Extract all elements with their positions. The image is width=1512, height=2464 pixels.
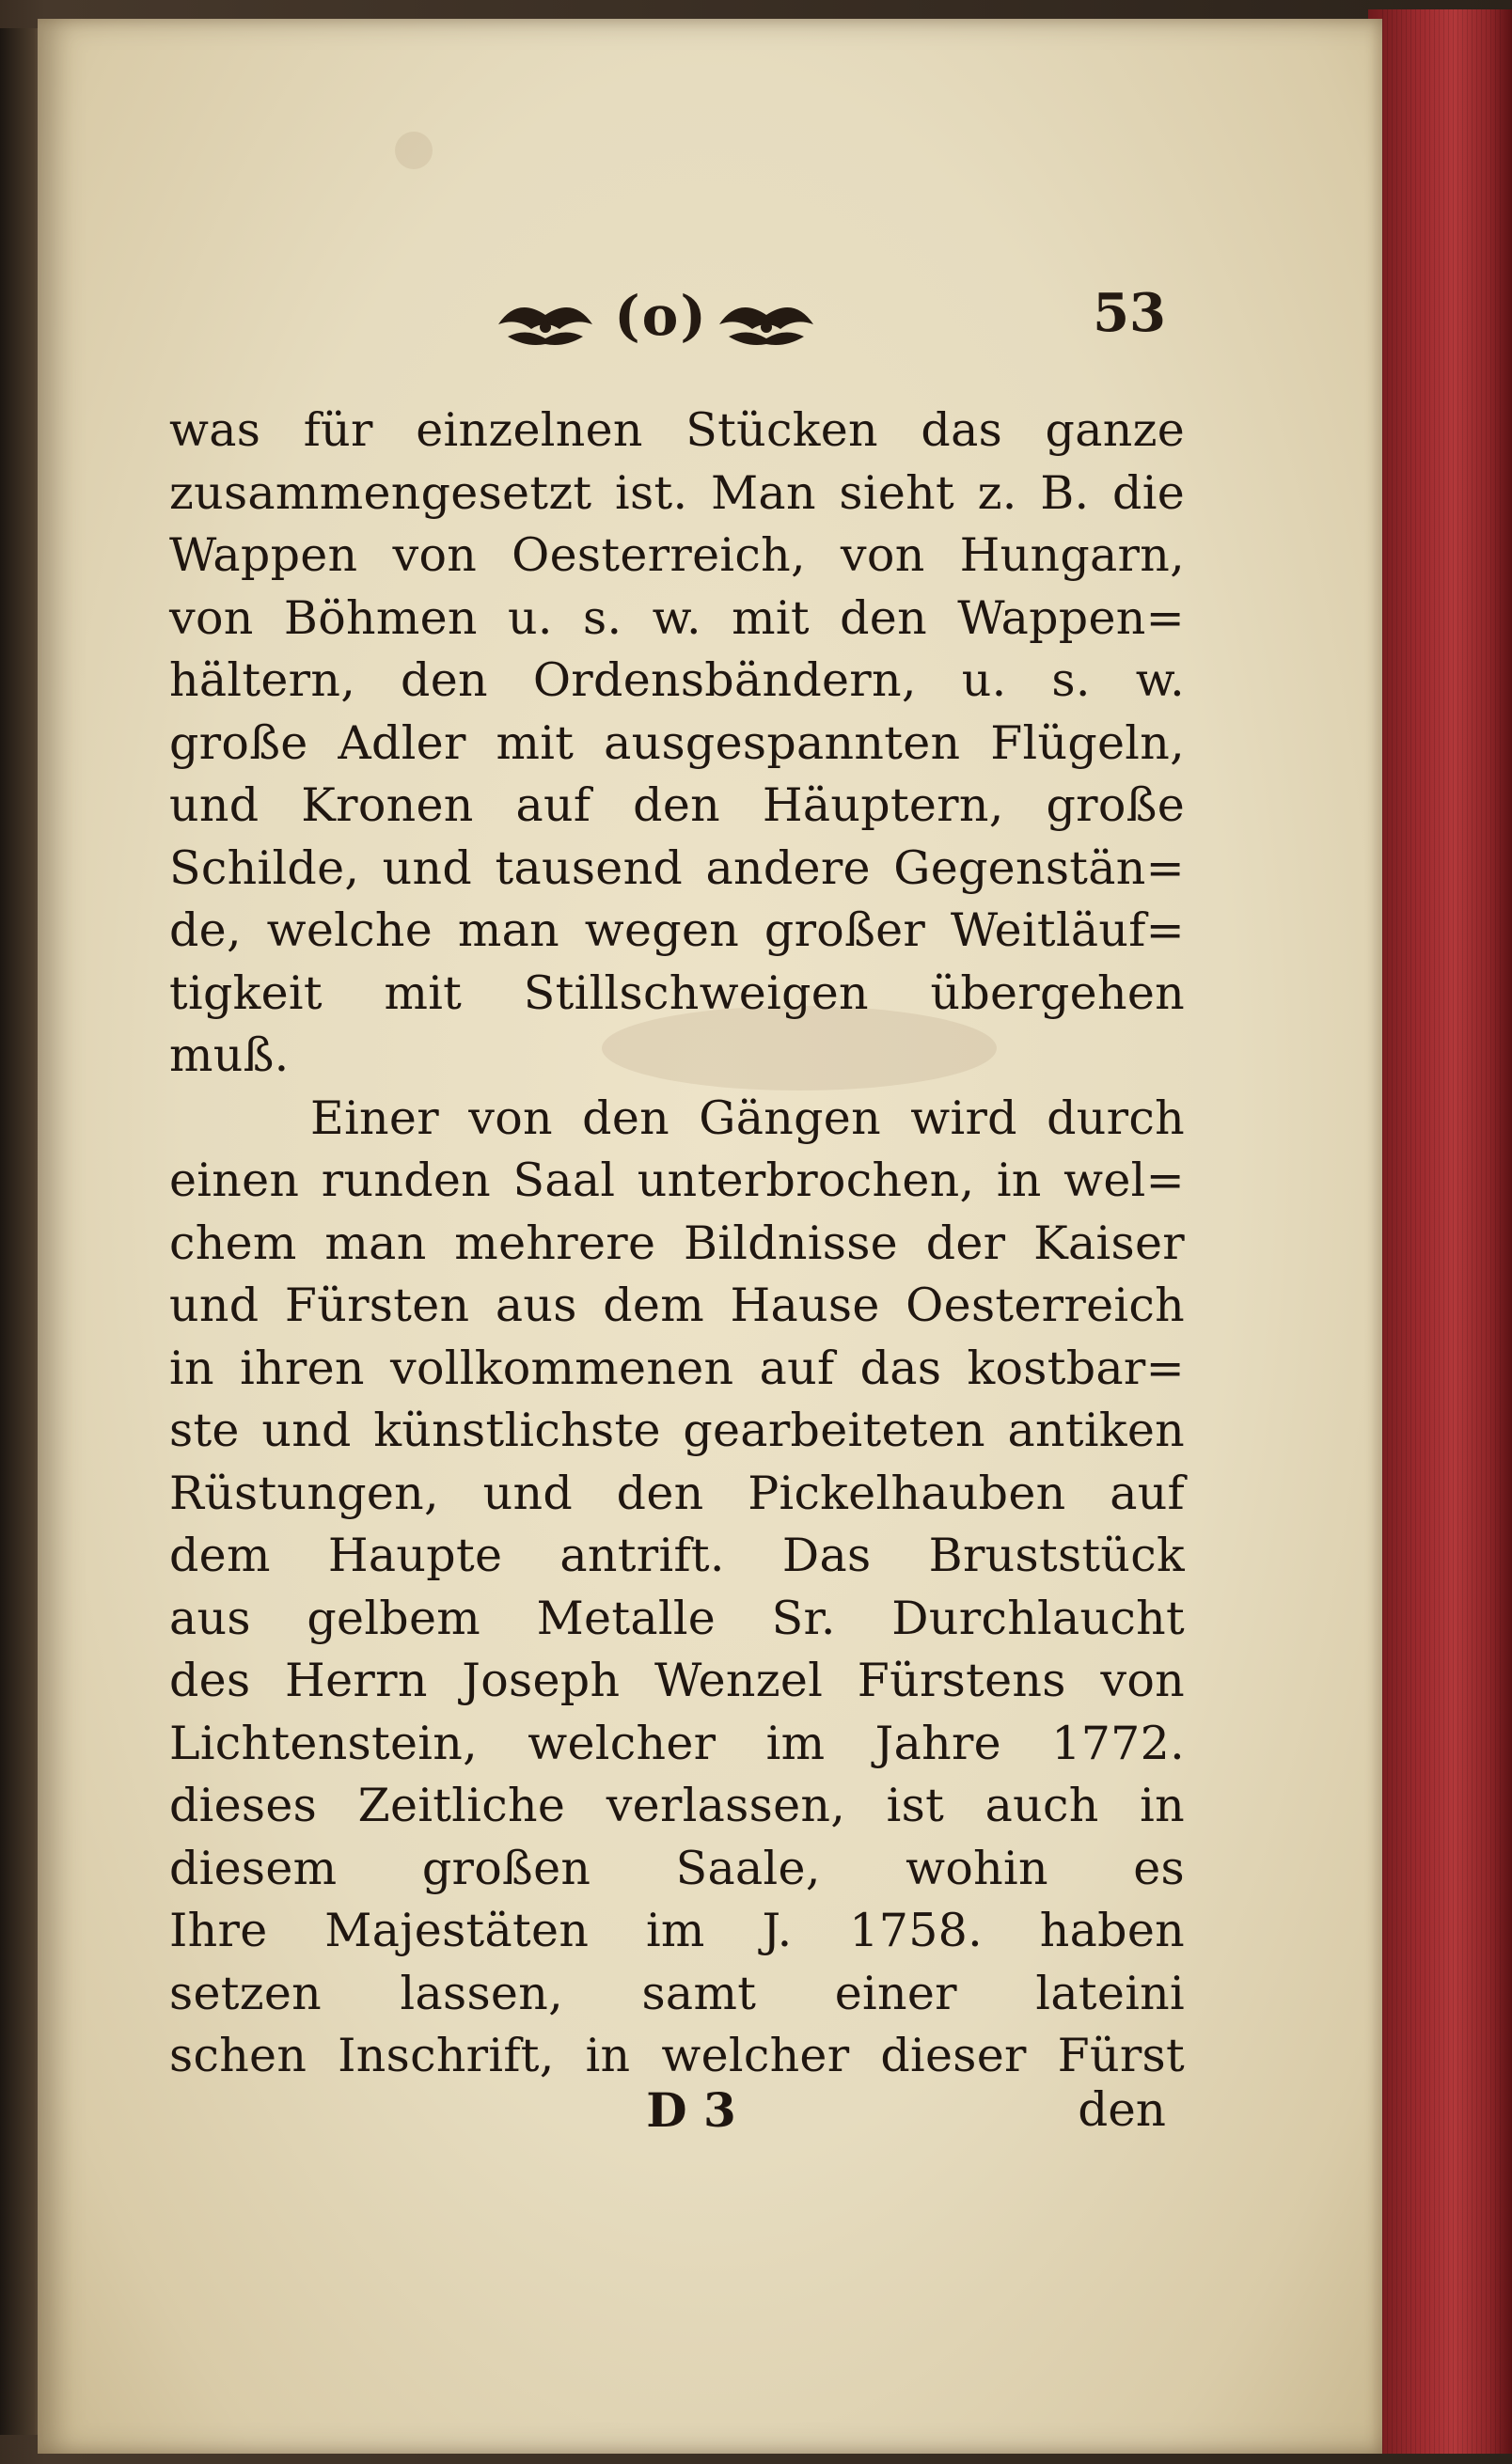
text-line: Lichtenstein, welcher im Jahre 1772. [169,1716,1185,1770]
text-line: Ihre Majestäten im J. 1758. haben [169,1904,1185,1957]
text-line: dieses Zeitliche verlassen, ist auch in [169,1779,1185,1832]
body-text [169,400,1185,2088]
fleuron-right-icon [710,291,823,357]
text-line: schen Inschrift, in welcher dieser Fürst [169,2029,1185,2082]
text-line: große Adler mit ausgespannten Flügeln, [169,715,1185,770]
book-page [38,19,1382,2454]
fleuron-left-icon [489,291,602,357]
text-line: einen runden Saal unterbrochen, in wel= [169,1154,1185,1207]
text-line: ste und künstlichste gearbeiteten antiken [169,1404,1185,1457]
header-mark: (o) [614,284,708,348]
paragraph-start-line: Einer von den Gängen wird durch [310,1091,1185,1145]
text-line: Wappen von Oesterreich, von Hungarn, [169,528,1185,582]
text-line: setzen lassen, samt einer lateini [169,1966,1185,2020]
text-line: hältern, den Ordensbändern, u. s. w. [169,653,1185,707]
text-line: diesem großen Saale, wohin es [169,1841,1185,1895]
catchword: den [1078,2082,1166,2137]
text-line: was für einzelnen Stücken das ganze [169,403,1185,457]
page-footer [38,2082,1382,2158]
text-line: und Fürsten aus dem Hause Oesterreich [169,1279,1185,1332]
text-line: tigkeit mit Stillschweigen übergehen [169,965,1185,1020]
text-line: in ihren vollkommenen auf das kostbar= [169,1341,1185,1395]
page-edge-lines [1382,9,1504,2454]
text-line: aus gelbem Metalle Sr. Durchlaucht [169,1591,1185,1645]
text-line: Schilde, und tausend andere Gegenstän= [169,840,1185,895]
text-line: Rüstungen, und den Pickelhauben auf [169,1466,1185,1520]
text-line: zusammengesetzt ist. Man sieht z. B. die [169,465,1185,520]
page-number: 53 [1093,282,1166,344]
text-line: des Herrn Joseph Wenzel Fürstens von [169,1654,1185,1707]
text-line: von Böhmen u. s. w. mit den Wappen= [169,590,1185,645]
text-line: muß. [169,1028,290,1082]
text-line: und Kronen auf den Häuptern, große [169,778,1185,832]
text-line: de, welche man wegen großer Weitläuf= [169,903,1185,957]
page-header [38,273,1382,376]
text-line: dem Haupte antrift. Das Bruststück [169,1529,1185,1582]
paper-stain [395,132,433,169]
signature-mark: D 3 [646,2082,736,2138]
text-line: chem man mehrere Bildnisse der Kaiser [169,1216,1185,1270]
